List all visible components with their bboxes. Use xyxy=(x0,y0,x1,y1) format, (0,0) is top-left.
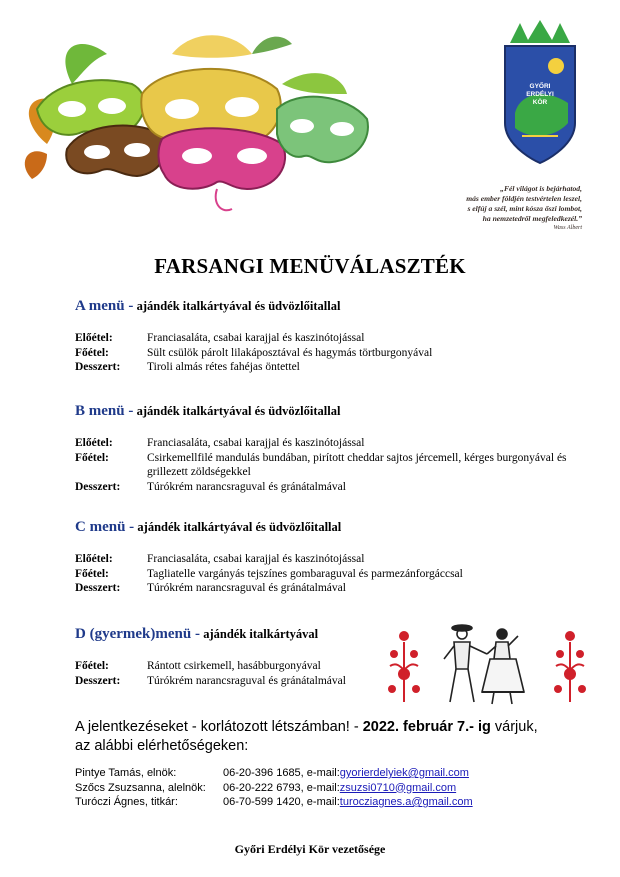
emblem-text-3: KÖR xyxy=(532,99,548,106)
quote-line: „Fél világot is bejárhatod, xyxy=(500,184,582,193)
course-label: Előétel: xyxy=(75,437,113,449)
menu-b xyxy=(75,402,595,494)
course-label: Előétel: xyxy=(75,553,113,565)
quote-author: Wass Albert xyxy=(553,225,582,231)
course-dish: Túrókrém narancsraguval és gránátalmával xyxy=(147,582,346,594)
menu-heading xyxy=(75,297,595,315)
menu-gift: ajándék italkártyával és üdvözlőitallal xyxy=(137,520,342,534)
menu-row xyxy=(75,674,375,689)
contact-phone: 06-70-599 1420, e-mail: xyxy=(223,796,340,808)
notice-deadline: 2022. február 7.- ig xyxy=(362,719,491,735)
contact-row xyxy=(75,766,595,781)
course-label: Főétel: xyxy=(75,451,109,464)
menu-c xyxy=(75,518,595,596)
menu-row xyxy=(75,659,375,674)
course-label: Desszert: xyxy=(75,361,121,373)
signature-footer: Győri Erdélyi Kör vezetősége xyxy=(234,842,386,856)
menu-name: D (gyermek)menü - xyxy=(75,626,200,642)
quote-line: ha nemzetedről megfeledkezél.” xyxy=(482,214,582,223)
menu-row xyxy=(75,331,595,346)
contact-email-link[interactable]: zsuzsi0710@gmail.com xyxy=(339,781,457,794)
course-dish: Tiroli almás rétes fahéjas öntettel xyxy=(147,361,300,373)
contact-email-link[interactable]: turocziagnes.a@gmail.com xyxy=(339,796,473,808)
menu-name: A menü - xyxy=(75,298,134,314)
course-dish: Csirkemellfilé mandulás bundában, pirított cheddar sajtos jércemell, kérges burgonyával és grillezett zöldségekkel xyxy=(147,451,567,478)
emblem-text-1: GYŐRI xyxy=(529,83,551,90)
menu-row xyxy=(75,346,595,361)
course-label: Főétel: xyxy=(75,346,109,359)
menu-name: B menü - xyxy=(75,403,134,419)
course-dish: Rántott csirkemell, hasábburgonyával xyxy=(147,660,321,672)
menu-row xyxy=(75,436,595,451)
quote-block xyxy=(322,184,582,233)
menu-a xyxy=(75,297,595,375)
menu-name: C menü - xyxy=(75,519,135,535)
course-dish: Franciasaláta, csabai karajjal és kaszinótojással xyxy=(147,553,365,565)
course-dish: Sült csülök párolt lilakáposztával és hagymás törtburgonyával xyxy=(147,346,433,359)
gyori-erdelyi-kor-emblem xyxy=(500,18,580,168)
course-label: Desszert: xyxy=(75,480,121,493)
course-label: Főétel: xyxy=(75,567,109,580)
contact-row xyxy=(75,795,595,810)
contact-name: Pintye Tamás, elnök: xyxy=(75,767,177,779)
page-title: FARSANGI MENÜVÁLASZTÉK xyxy=(154,254,466,278)
menu-d xyxy=(75,625,375,688)
course-dish: Túrókrém narancsraguval és gránátalmával xyxy=(147,674,346,687)
emblem-text-2: ERDÉLYI xyxy=(526,91,554,98)
contact-phone: 06-20-222 6793, e-mail: xyxy=(223,781,340,794)
notice-text: A jelentkezéseket - korlátozott létszámban! - xyxy=(75,719,363,735)
contact-email-link[interactable]: gyorierdelyiek@gmail.com xyxy=(339,767,469,779)
menu-row xyxy=(75,360,595,375)
quote-line: s elfúj a szél, mint kósza őszi lombot, xyxy=(467,204,582,213)
menu-heading xyxy=(75,625,375,643)
contact-row xyxy=(75,781,595,796)
registration-notice xyxy=(75,718,555,756)
menu-row xyxy=(75,552,595,567)
course-dish: Franciasaláta, csabai karajjal és kaszinótojással xyxy=(147,437,365,449)
course-label: Desszert: xyxy=(75,674,121,687)
course-dish: Franciasaláta, csabai karajjal és kaszinótojással xyxy=(147,332,365,344)
course-label: Előétel: xyxy=(75,332,113,344)
menu-gift: ajándék italkártyával xyxy=(203,627,319,641)
course-label: Főétel: xyxy=(75,660,109,672)
menu-row xyxy=(75,451,595,480)
notice-text-end: várjuk, az alábbi elérhetőségeken: xyxy=(75,719,538,754)
menu-row xyxy=(75,581,595,596)
menu-gift: ajándék italkártyával és üdvözlőitallal xyxy=(136,404,341,418)
course-dish: Túrókrém narancsraguval és gránátalmával xyxy=(147,480,346,493)
menu-row xyxy=(75,480,595,495)
contacts-list xyxy=(75,766,595,810)
folk-dancers-image xyxy=(382,614,592,710)
menu-row xyxy=(75,567,595,582)
menu-heading xyxy=(75,402,595,420)
course-dish: Tagliatelle vargányás tejszínes gombaraguval és parmezánforgáccsal xyxy=(147,567,463,580)
quote-line: más ember földjén testvértelen leszel, xyxy=(466,194,582,203)
menu-heading xyxy=(75,518,595,536)
course-label: Desszert: xyxy=(75,582,121,594)
contact-name: Szőcs Zsuzsanna, alelnök: xyxy=(75,781,206,794)
contact-name: Turóczi Ágnes, titkár: xyxy=(75,796,178,808)
contact-phone: 06-20-396 1685, e-mail: xyxy=(223,767,340,779)
menu-gift: ajándék italkártyával és üdvözlőitallal xyxy=(136,299,341,313)
carnival-masks-image xyxy=(12,14,372,219)
